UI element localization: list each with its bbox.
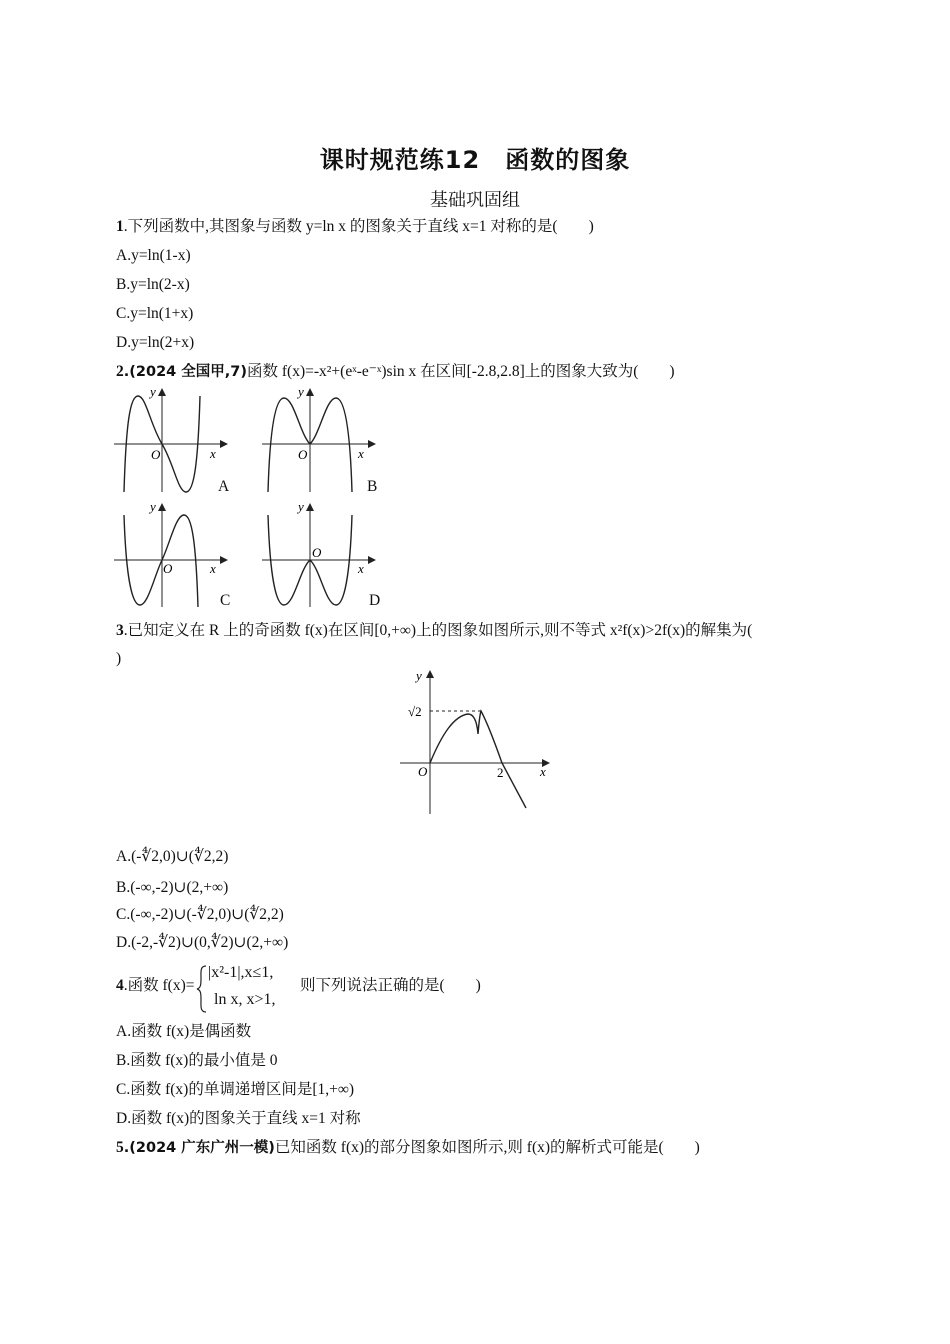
graph-caption-c: C — [220, 592, 231, 609]
piecewise-case-1: |x²-1|,x≤1, — [208, 964, 274, 981]
question-2-number: 2 — [116, 363, 124, 380]
question-5-stem: 5.(2024 广东广州一模)已知函数 f(x)的部分图象如图所示,则 f(x)的解析式可能是( ) — [116, 1139, 700, 1156]
graph-caption-b: B — [367, 478, 378, 495]
x-axis-arrow — [220, 440, 228, 448]
graph-option-b — [260, 384, 380, 496]
x-label: x — [210, 446, 216, 461]
x-axis-arrow — [368, 556, 376, 564]
origin-label: O — [312, 545, 322, 560]
x-label: x — [210, 561, 216, 576]
question-4-option-c: C.函数 f(x)的单调递增区间是[1,+∞) — [116, 1081, 355, 1098]
graph-caption-a: A — [218, 478, 230, 495]
question-1-option-c: C.y=ln(1+x) — [116, 305, 194, 322]
question-3-number: 3 — [116, 622, 124, 639]
question-4-stem: 4.函数 f(x)= — [116, 977, 195, 994]
question-1-option-d: D.y=ln(2+x) — [116, 334, 195, 351]
question-3-stem-end: ) — [116, 650, 122, 667]
y-axis-arrow — [426, 670, 434, 678]
page-title: 课时规范练12 函数的图象 — [319, 146, 631, 174]
graph-option-c — [112, 497, 232, 609]
question-3-option-a: A.(-∜2,0)∪(∜2,2) — [116, 848, 229, 865]
question-1-option-b: B.y=ln(2-x) — [116, 276, 190, 293]
graph-caption-d: D — [369, 592, 381, 609]
y-label: y — [150, 384, 156, 399]
origin-label: O — [418, 764, 428, 779]
piecewise-case-2: ln x, x>1, — [214, 991, 276, 1008]
y-axis-arrow — [306, 503, 314, 511]
origin-label: O — [298, 447, 308, 462]
question-4-option-a: A.函数 f(x)是偶函数 — [116, 1023, 252, 1040]
y-axis-arrow — [158, 388, 166, 396]
origin-label: O — [163, 561, 173, 576]
question-3-option-b: B.(-∞,-2)∪(2,+∞) — [116, 879, 229, 896]
y-label: y — [416, 668, 422, 683]
question-4-option-d: D.函数 f(x)的图象关于直线 x=1 对称 — [116, 1110, 361, 1127]
question-3-stem: 3.已知定义在 R 上的奇函数 f(x)在区间[0,+∞)上的图象如图所示,则不等式 x²f(x)>2f(x)的解集为( — [116, 622, 753, 639]
y-label: y — [150, 499, 156, 514]
question-3-option-c: C.(-∞,-2)∪(-∜2,0)∪(∜2,2) — [116, 906, 284, 923]
question-3-option-d: D.(-2,-∜2)∪(0,∜2)∪(2,+∞) — [116, 934, 289, 951]
section-title: 基础巩固组 — [430, 190, 520, 211]
y-label: y — [298, 499, 304, 514]
question-3-graph — [398, 664, 558, 819]
graph-option-a — [112, 384, 232, 496]
question-2-stem: 2.(2024 全国甲,7)函数 f(x)=-x²+(eˣ-e⁻ˣ)sin x 在区间[-2.8,2.8]上的图象大致为( ) — [116, 363, 675, 380]
origin-label: O — [151, 447, 161, 462]
piecewise-brace — [196, 964, 208, 1014]
curve — [430, 711, 526, 808]
x-axis-arrow — [368, 440, 376, 448]
y-axis-arrow — [158, 503, 166, 511]
x-axis-arrow — [220, 556, 228, 564]
question-2-source: .(2024 全国甲,7) — [123, 364, 248, 380]
sqrt2-label: √2 — [408, 704, 422, 719]
x-label: x — [358, 446, 364, 461]
question-4-stem-post: 则下列说法正确的是( ) — [300, 977, 481, 994]
question-5-source: .(2024 广东广州一模) — [123, 1140, 275, 1156]
question-1-stem: 1.下列函数中,其图象与函数 y=ln x 的图象关于直线 x=1 对称的是( ) — [116, 218, 594, 235]
question-4-option-b: B.函数 f(x)的最小值是 0 — [116, 1052, 278, 1069]
y-label: y — [298, 384, 304, 399]
x-label: x — [358, 561, 364, 576]
question-4-number: 4 — [116, 977, 124, 994]
curve — [124, 515, 198, 607]
tick-2-label: 2 — [497, 765, 504, 780]
question-1-number: 1 — [116, 218, 124, 235]
y-axis-arrow — [306, 388, 314, 396]
question-5-number: 5 — [116, 1139, 124, 1156]
question-1-option-a: A.y=ln(1-x) — [116, 247, 191, 264]
graph-option-d — [260, 497, 380, 609]
x-label: x — [540, 764, 546, 779]
